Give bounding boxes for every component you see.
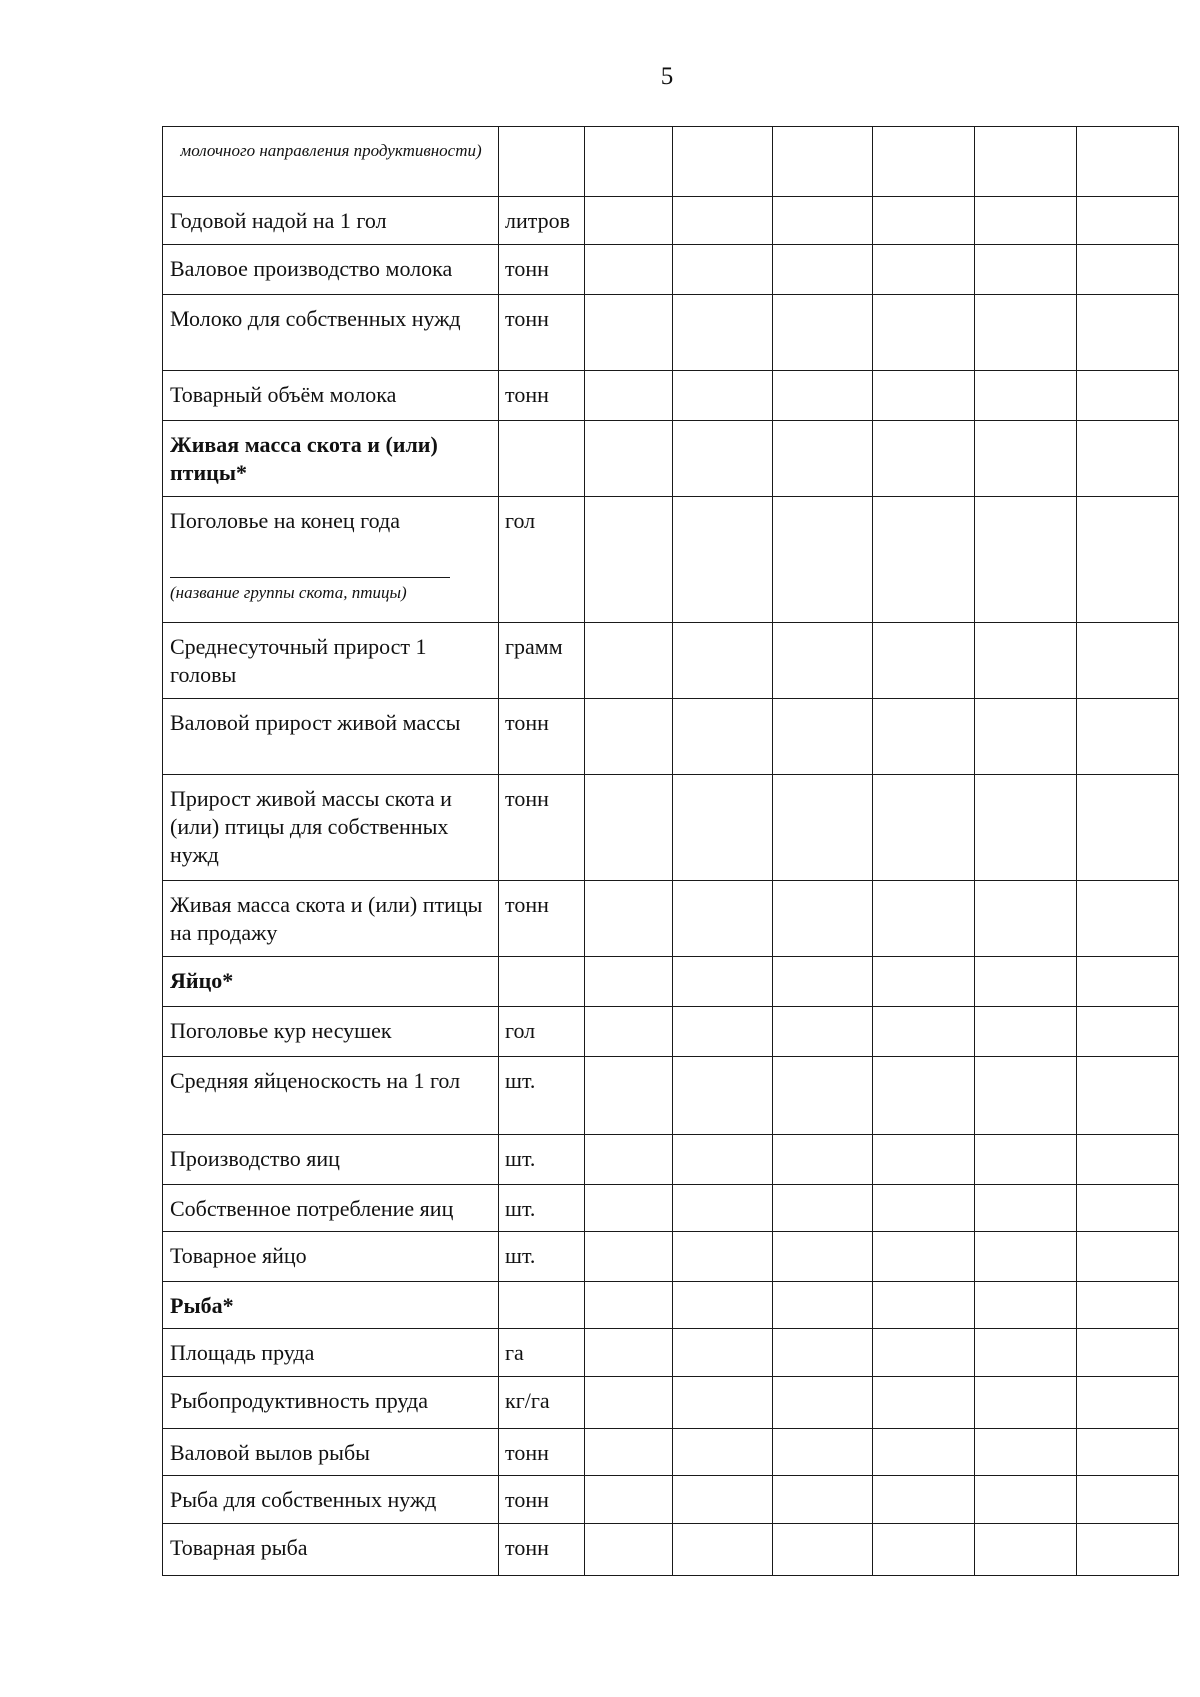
value-cell[interactable] — [873, 197, 975, 245]
indicator-label-cell — [163, 1476, 499, 1524]
value-cell[interactable] — [975, 245, 1077, 295]
value-cell[interactable] — [773, 127, 873, 197]
unit-cell: шт. — [499, 1232, 585, 1282]
value-cell[interactable] — [873, 1429, 975, 1476]
value-cell[interactable] — [673, 1377, 773, 1429]
value-cell[interactable] — [1077, 1007, 1179, 1057]
value-cell[interactable] — [873, 127, 975, 197]
indicator-label: Поголовье кур несушек — [170, 1018, 392, 1043]
value-cell[interactable] — [585, 371, 673, 421]
value-cell[interactable] — [1077, 699, 1179, 775]
value-cell[interactable] — [773, 881, 873, 957]
value-cell[interactable] — [773, 1232, 873, 1282]
indicator-label-cell — [163, 1185, 499, 1232]
value-cell[interactable] — [773, 1377, 873, 1429]
unit-cell: тонн — [499, 1524, 585, 1576]
indicator-label: Валовой прирост живой массы — [170, 710, 461, 735]
value-cell[interactable] — [673, 1232, 773, 1282]
table-row — [163, 1057, 1179, 1135]
indicator-label-cell — [163, 295, 499, 371]
value-cell[interactable] — [673, 699, 773, 775]
value-cell[interactable] — [873, 699, 975, 775]
value-cell[interactable] — [673, 1524, 773, 1576]
value-cell[interactable] — [585, 881, 673, 957]
table-row — [163, 775, 1179, 881]
indicator-label: Площадь пруда — [170, 1340, 315, 1365]
indicator-label-cell — [163, 1057, 499, 1135]
value-cell[interactable] — [975, 1524, 1077, 1576]
unit-cell: шт. — [499, 1185, 585, 1232]
value-cell[interactable] — [873, 957, 975, 1007]
table-row — [163, 699, 1179, 775]
value-cell[interactable] — [585, 197, 673, 245]
value-cell[interactable] — [1077, 421, 1179, 497]
section-label-cell — [163, 421, 499, 497]
unit-cell: кг/га — [499, 1377, 585, 1429]
value-cell[interactable] — [585, 1476, 673, 1524]
value-cell[interactable] — [873, 245, 975, 295]
unit-cell — [499, 421, 585, 497]
indicator-label-cell — [163, 881, 499, 957]
value-cell[interactable] — [585, 1429, 673, 1476]
unit-cell: литров — [499, 197, 585, 245]
value-cell[interactable] — [585, 127, 673, 197]
indicator-label: Собственное потребление яиц — [170, 1196, 454, 1221]
unit-cell: шт. — [499, 1135, 585, 1185]
table-row — [163, 1377, 1179, 1429]
value-cell[interactable] — [1077, 623, 1179, 699]
table-body — [163, 127, 1179, 1576]
section-header-row — [163, 421, 1179, 497]
value-cell[interactable] — [975, 1185, 1077, 1232]
value-cell[interactable] — [773, 245, 873, 295]
unit-cell — [499, 957, 585, 1007]
value-cell[interactable] — [773, 1524, 873, 1576]
value-cell[interactable] — [873, 1377, 975, 1429]
value-cell[interactable] — [773, 699, 873, 775]
table-row — [163, 245, 1179, 295]
section-label: Живая масса скота и (или) птицы* — [170, 432, 438, 485]
value-cell[interactable] — [1077, 295, 1179, 371]
indicator-label: Прирост живой массы скота и (или) птицы для собственных нужд — [170, 786, 452, 867]
value-cell[interactable] — [1077, 127, 1179, 197]
value-cell[interactable] — [975, 1057, 1077, 1135]
value-cell[interactable] — [673, 245, 773, 295]
section-label-cell — [163, 957, 499, 1007]
value-cell[interactable] — [873, 775, 975, 881]
unit-cell: гол — [499, 1007, 585, 1057]
value-cell[interactable] — [773, 197, 873, 245]
indicator-label-cell — [163, 1524, 499, 1576]
indicator-label-cell — [163, 1377, 499, 1429]
table-row — [163, 371, 1179, 421]
indicator-label: Валовой вылов рыбы — [170, 1440, 370, 1465]
value-cell[interactable] — [975, 957, 1077, 1007]
value-cell[interactable] — [585, 1057, 673, 1135]
value-cell[interactable] — [585, 1185, 673, 1232]
value-cell[interactable] — [975, 295, 1077, 371]
indicator-label-cell — [163, 1329, 499, 1377]
value-cell[interactable] — [873, 881, 975, 957]
value-cell[interactable] — [585, 957, 673, 1007]
value-cell[interactable] — [673, 1057, 773, 1135]
value-cell[interactable] — [873, 421, 975, 497]
value-cell[interactable] — [585, 1329, 673, 1377]
value-cell[interactable] — [585, 1524, 673, 1576]
header-note: молочного направления продуктивности) — [163, 127, 499, 197]
value-cell[interactable] — [773, 1476, 873, 1524]
value-cell[interactable] — [673, 497, 773, 623]
value-cell[interactable] — [585, 1377, 673, 1429]
value-cell[interactable] — [773, 1185, 873, 1232]
value-cell[interactable] — [773, 1282, 873, 1329]
value-cell[interactable] — [1077, 371, 1179, 421]
value-cell[interactable] — [773, 1057, 873, 1135]
indicator-label: Товарное яйцо — [170, 1243, 307, 1268]
indicator-label-cell — [163, 1007, 499, 1057]
table-row — [163, 1524, 1179, 1576]
unit-cell: тонн — [499, 775, 585, 881]
value-cell[interactable] — [585, 699, 673, 775]
table-row — [163, 197, 1179, 245]
value-cell[interactable] — [873, 1476, 975, 1524]
table-row-header-note — [163, 127, 1179, 197]
unit-cell: шт. — [499, 1057, 585, 1135]
value-cell[interactable] — [1077, 1057, 1179, 1135]
table-row — [163, 1185, 1179, 1232]
value-cell[interactable] — [673, 1282, 773, 1329]
value-cell[interactable] — [1077, 957, 1179, 1007]
value-cell[interactable] — [585, 1007, 673, 1057]
indicator-label-cell — [163, 775, 499, 881]
value-cell[interactable] — [975, 1232, 1077, 1282]
value-cell[interactable] — [673, 881, 773, 957]
value-cell[interactable] — [673, 775, 773, 881]
section-label: Яйцо* — [170, 968, 234, 993]
unit-cell: тонн — [499, 295, 585, 371]
value-cell[interactable] — [773, 623, 873, 699]
value-cell[interactable] — [1077, 775, 1179, 881]
value-cell[interactable] — [773, 497, 873, 623]
indicator-label: Средняя яйценоскость на 1 гол — [170, 1068, 461, 1093]
value-cell[interactable] — [975, 1329, 1077, 1377]
value-cell[interactable] — [1077, 1524, 1179, 1576]
value-cell[interactable] — [773, 1429, 873, 1476]
value-cell[interactable] — [975, 421, 1077, 497]
value-cell[interactable] — [673, 1185, 773, 1232]
blank-fill-line[interactable] — [170, 577, 450, 578]
section-header-row — [163, 957, 1179, 1007]
value-cell[interactable] — [585, 1282, 673, 1329]
indicator-label: Валовое производство молока — [170, 256, 453, 281]
section-label-cell — [163, 1282, 499, 1329]
value-cell[interactable] — [673, 295, 773, 371]
table-row — [163, 623, 1179, 699]
indicator-label-cell — [163, 623, 499, 699]
value-cell[interactable] — [1077, 497, 1179, 623]
value-cell[interactable] — [585, 775, 673, 881]
unit-cell: тонн — [499, 1429, 585, 1476]
value-cell[interactable] — [773, 295, 873, 371]
indicator-label: Рыба для собственных нужд — [170, 1487, 437, 1512]
value-cell[interactable] — [673, 1429, 773, 1476]
value-cell[interactable] — [673, 1007, 773, 1057]
section-header-row — [163, 1282, 1179, 1329]
unit-cell: тонн — [499, 1476, 585, 1524]
value-cell[interactable] — [773, 1135, 873, 1185]
indicator-label: Среднесуточный прирост 1 головы — [170, 634, 427, 687]
value-cell[interactable] — [975, 1282, 1077, 1329]
unit-cell: тонн — [499, 881, 585, 957]
indicator-label: Товарный объём молока — [170, 382, 397, 407]
indicator-label-cell — [163, 1232, 499, 1282]
table-row — [163, 1476, 1179, 1524]
value-cell[interactable] — [773, 775, 873, 881]
value-cell[interactable] — [873, 1232, 975, 1282]
value-cell[interactable] — [1077, 245, 1179, 295]
table-row — [163, 1232, 1179, 1282]
unit-cell: тонн — [499, 245, 585, 295]
value-cell[interactable] — [975, 197, 1077, 245]
value-cell[interactable] — [585, 295, 673, 371]
value-cell[interactable] — [1077, 1232, 1179, 1282]
value-cell[interactable] — [673, 1135, 773, 1185]
value-cell[interactable] — [1077, 1282, 1179, 1329]
unit-cell: га — [499, 1329, 585, 1377]
unit-cell[interactable] — [499, 127, 585, 197]
value-cell[interactable] — [975, 699, 1077, 775]
value-cell[interactable] — [873, 1524, 975, 1576]
indicator-label-cell — [163, 1135, 499, 1185]
value-cell[interactable] — [585, 421, 673, 497]
value-cell[interactable] — [1077, 1135, 1179, 1185]
unit-cell: грамм — [499, 623, 585, 699]
value-cell[interactable] — [975, 1135, 1077, 1185]
value-cell[interactable] — [673, 1476, 773, 1524]
value-cell[interactable] — [673, 371, 773, 421]
table-row — [163, 1135, 1179, 1185]
value-cell[interactable] — [975, 497, 1077, 623]
section-label: Рыба* — [170, 1293, 234, 1318]
value-cell[interactable] — [873, 1185, 975, 1232]
indicator-label: Производство яиц — [170, 1146, 340, 1171]
value-cell[interactable] — [975, 127, 1077, 197]
indicator-label-cell — [163, 245, 499, 295]
unit-cell — [499, 1282, 585, 1329]
value-cell[interactable] — [975, 1429, 1077, 1476]
value-cell[interactable] — [673, 127, 773, 197]
indicator-label-cell — [163, 497, 499, 623]
value-cell[interactable] — [673, 1329, 773, 1377]
value-cell[interactable] — [873, 1329, 975, 1377]
value-cell[interactable] — [673, 197, 773, 245]
value-cell[interactable] — [773, 421, 873, 497]
livestock-indicators-table — [162, 126, 1179, 1576]
value-cell[interactable] — [1077, 1185, 1179, 1232]
value-cell[interactable] — [1077, 1429, 1179, 1476]
value-cell[interactable] — [873, 295, 975, 371]
value-cell[interactable] — [975, 1007, 1077, 1057]
value-cell[interactable] — [873, 1057, 975, 1135]
value-cell[interactable] — [873, 623, 975, 699]
value-cell[interactable] — [1077, 1377, 1179, 1429]
indicator-label-cell — [163, 197, 499, 245]
table-row — [163, 497, 1179, 623]
indicator-label: Товарная рыба — [170, 1535, 308, 1560]
value-cell[interactable] — [585, 245, 673, 295]
value-cell[interactable] — [873, 1007, 975, 1057]
indicator-label: Годовой надой на 1 гол — [170, 208, 387, 233]
page-number: 5 — [660, 63, 674, 90]
value-cell[interactable] — [585, 1232, 673, 1282]
value-cell[interactable] — [975, 371, 1077, 421]
table-row — [163, 881, 1179, 957]
table-row — [163, 1329, 1179, 1377]
value-cell[interactable] — [1077, 881, 1179, 957]
value-cell[interactable] — [585, 623, 673, 699]
value-cell[interactable] — [585, 1135, 673, 1185]
value-cell[interactable] — [975, 1377, 1077, 1429]
value-cell[interactable] — [873, 497, 975, 623]
indicator-label: Живая масса скота и (или) птицы на продажу — [170, 892, 483, 945]
value-cell[interactable] — [873, 371, 975, 421]
value-cell[interactable] — [673, 623, 773, 699]
unit-cell: тонн — [499, 699, 585, 775]
value-cell[interactable] — [975, 1476, 1077, 1524]
value-cell[interactable] — [773, 1329, 873, 1377]
value-cell[interactable] — [773, 371, 873, 421]
value-cell[interactable] — [773, 957, 873, 1007]
table-row — [163, 1429, 1179, 1476]
table-row — [163, 295, 1179, 371]
indicator-label: Молоко для собственных нужд — [170, 306, 461, 331]
value-cell[interactable] — [873, 1282, 975, 1329]
unit-cell: тонн — [499, 371, 585, 421]
table-row — [163, 1007, 1179, 1057]
indicator-label-cell — [163, 699, 499, 775]
group-name-caption: (название группы скота, птицы) — [170, 583, 407, 602]
value-cell[interactable] — [975, 881, 1077, 957]
value-cell[interactable] — [1077, 1329, 1179, 1377]
value-cell[interactable] — [1077, 197, 1179, 245]
value-cell[interactable] — [975, 775, 1077, 881]
value-cell[interactable] — [873, 1135, 975, 1185]
value-cell[interactable] — [585, 497, 673, 623]
value-cell[interactable] — [773, 1007, 873, 1057]
indicator-label-cell — [163, 1429, 499, 1476]
indicator-label: Рыбопродуктивность пруда — [170, 1388, 429, 1413]
indicator-label-cell — [163, 371, 499, 421]
value-cell[interactable] — [975, 623, 1077, 699]
unit-cell: гол — [499, 497, 585, 623]
value-cell[interactable] — [673, 421, 773, 497]
indicator-label: Поголовье на конец года — [170, 508, 400, 533]
value-cell[interactable] — [673, 957, 773, 1007]
value-cell[interactable] — [1077, 1476, 1179, 1524]
